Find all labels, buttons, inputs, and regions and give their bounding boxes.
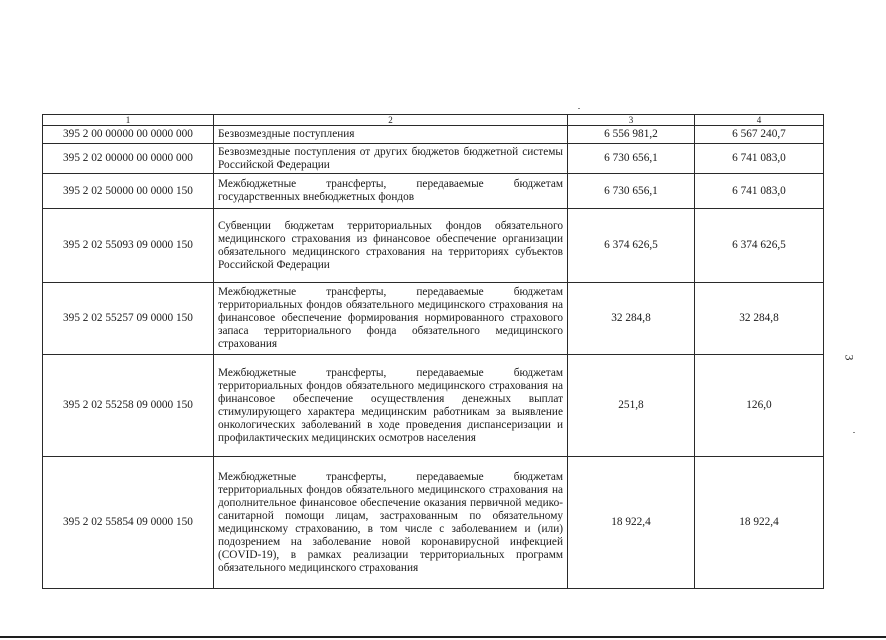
table-header-row (43, 115, 824, 126)
budget-code: 395 2 02 50000 00 0000 150 (43, 174, 214, 209)
budget-code: 395 2 02 55258 09 0000 150 (43, 355, 214, 457)
column-header-2: 2 (214, 115, 568, 126)
value-col-4: 126,0 (695, 355, 824, 457)
page-number: 3 (842, 354, 857, 361)
row-description: Безвозмездные поступления (214, 126, 568, 144)
row-description: Межбюджетные трансферты, передаваемые бюджетам территориальных фондов обязательного медицинского страхования на дополнительное финансовое обеспечение оказания первичной медико-санитарной помощи лицам, застрахованным по обязательному медицинскому страхованию, в том числе с заболеванием и (или) подозрением на заболевание новой коронавирусной инфекцией (COVID-19), в рамках реализации территориальных программ обязательного медицинского страхования (214, 457, 568, 589)
budget-code: 395 2 02 55854 09 0000 150 (43, 457, 214, 589)
value-col-4: 32 284,8 (695, 283, 824, 355)
table-row (43, 126, 824, 144)
row-description: Межбюджетные трансферты, передаваемые бюджетам территориальных фондов обязательного медицинского страхования на финансовое обеспечение осуществления денежных выплат стимулирующего характера медицинским работникам за выявление онкологических заболеваний в ходе проведения диспансеризации и профилактических медицинских осмотров населения (214, 355, 568, 457)
row-description: Межбюджетные трансферты, передаваемые бюджетам государственных внебюджетных фондов (214, 174, 568, 209)
value-col-3: 18 922,4 (568, 457, 695, 589)
budget-code: 395 2 02 55093 09 0000 150 (43, 209, 214, 283)
value-col-3: 6 730 656,1 (568, 174, 695, 209)
value-col-4: 6 567 240,7 (695, 126, 824, 144)
value-col-3: 251,8 (568, 355, 695, 457)
row-description: Безвозмездные поступления от других бюджетов бюджетной системы Российской Федерации (214, 144, 568, 174)
table-row (43, 283, 824, 355)
table-row (43, 355, 824, 457)
column-header-3: 3 (568, 115, 695, 126)
row-description: Субвенции бюджетам территориальных фондов обязательного медицинского страхования из финансовое обеспечение организации обязательного медицинского страхования на территориях субъектов Российской Федерации (214, 209, 568, 283)
column-header-1: 1 (43, 115, 214, 126)
value-col-4: 18 922,4 (695, 457, 824, 589)
column-header-4: 4 (695, 115, 824, 126)
budget-code: 395 2 02 00000 00 0000 000 (43, 144, 214, 174)
value-col-3: 32 284,8 (568, 283, 695, 355)
table-row (43, 174, 824, 209)
scan-bottom-edge (0, 636, 886, 638)
budget-table (42, 114, 824, 589)
value-col-4: 6 374 626,5 (695, 209, 824, 283)
scan-speck (578, 108, 580, 109)
budget-code: 395 2 00 00000 00 0000 000 (43, 126, 214, 144)
table-row (43, 457, 824, 589)
value-col-4: 6 741 083,0 (695, 174, 824, 209)
value-col-3: 6 374 626,5 (568, 209, 695, 283)
value-col-3: 6 556 981,2 (568, 126, 695, 144)
table-row (43, 209, 824, 283)
scan-speck (853, 432, 855, 433)
table-row (43, 144, 824, 174)
budget-code: 395 2 02 55257 09 0000 150 (43, 283, 214, 355)
value-col-4: 6 741 083,0 (695, 144, 824, 174)
row-description: Межбюджетные трансферты, передаваемые бюджетам территориальных фондов обязательного медицинского страхования на финансовое обеспечение формирования нормированного страхового запаса территориального фонда обязательного медицинского страхования (214, 283, 568, 355)
value-col-3: 6 730 656,1 (568, 144, 695, 174)
